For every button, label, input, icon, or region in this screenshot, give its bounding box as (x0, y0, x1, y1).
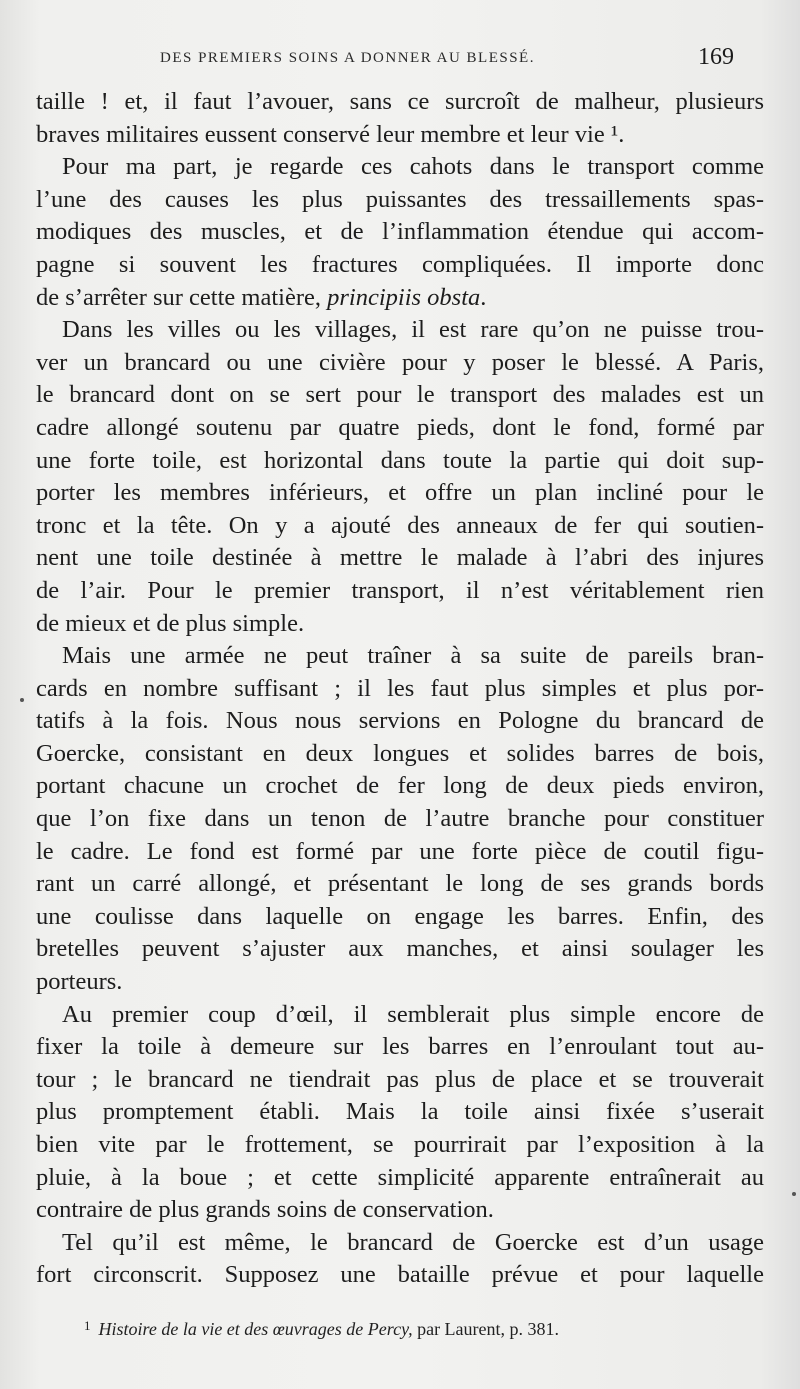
text-line: Mais une armée ne peut traîner à sa suite de pareils bran- (62, 642, 764, 670)
text-line: une coulisse dans laquelle on engage les barres. Enfin, des (36, 902, 764, 930)
text-line: portant chacune un crochet de fer long de deux pieds environ, (36, 772, 764, 800)
text-line: Dans les villes ou les villages, il est rare qu’on ne puisse trou- (62, 316, 764, 344)
footnote-reference: par Laurent, p. 381. (412, 1319, 560, 1339)
paragraph (36, 640, 764, 999)
latin-phrase: principiis obsta (327, 283, 481, 311)
footnote-title: Histoire de la vie et des œuvrages de Percy, (98, 1319, 413, 1339)
text-line: de l’air. Pour le premier transport, il n’est véritablement rien (36, 576, 764, 604)
body-text (36, 86, 764, 1292)
paragraph (36, 999, 764, 1227)
text-line: cadre allongé soutenu par quatre pieds, dont le fond, formé par (36, 413, 764, 441)
text-line: bien vite par le frottement, se pourrirait par l’exposition à la (36, 1131, 764, 1158)
text-line: ver un brancard ou une civière pour y poser le blessé. A Paris, (36, 348, 764, 376)
page-speck (792, 1192, 796, 1196)
paragraph (36, 151, 764, 314)
text-line: le cadre. Le fond est formé par une forte pièce de coutil figu- (36, 837, 764, 865)
text-line: braves militaires eussent conservé leur membre et leur vie ¹. (36, 120, 625, 148)
text-line: Goercke, consistant en deux longues et solides barres de bois, (36, 739, 764, 767)
text-line: l’une des causes les plus puissantes des tressaillements spas- (36, 185, 764, 213)
text-line: pluie, à la boue ; et cette simplicité apparente entraînerait au (36, 1163, 764, 1191)
text-line: de s’arrêter sur cette matière, principiis obsta. (36, 283, 487, 311)
text-line: contraire de plus grands soins de conservation. (36, 1196, 494, 1224)
text-line: pagne si souvent les fractures compliquées. Il importe donc (36, 250, 764, 278)
text-line: de mieux et de plus simple. (36, 609, 305, 637)
text-line: modiques des muscles, et de l’inflammation étendue qui accom- (36, 218, 764, 246)
text-line: porter les membres inférieurs, et offre un plan incliné pour le (36, 479, 764, 507)
text-line: tronc et la tête. On y a ajouté des anneaux de fer qui soutien- (36, 511, 764, 539)
text-line: cards en nombre suffisant ; il les faut plus simples et plus por- (36, 674, 764, 702)
paragraph (36, 86, 764, 151)
text-line: que l’on fixe dans un tenon de l’autre branche pour constituer (36, 805, 764, 833)
text-line: bretelles peuvent s’ajuster aux manches, et ainsi soulager les (36, 935, 764, 963)
page-number: 169 (698, 44, 734, 70)
text-line: rant un carré allongé, et présentant le long de ses grands bords (36, 870, 764, 898)
text-line: une forte toile, est horizontal dans toute la partie qui doit sup- (36, 446, 764, 474)
paragraph (36, 314, 764, 640)
text-line: Au premier coup d’œil, il semblerait plus simple encore de (62, 1000, 764, 1028)
text-line: tour ; le brancard ne tiendrait pas plus de place et se trouverait (36, 1065, 764, 1093)
paragraph (36, 1227, 764, 1292)
text-line: nent une toile destinée à mettre le malade à l’abri des injures (36, 544, 764, 572)
text-line: tatifs à la fois. Nous nous servions en Pologne du brancard de (36, 707, 764, 735)
text-line: Tel qu’il est même, le brancard de Goercke est d’un usage (62, 1228, 764, 1256)
text-line: fort circonscrit. Supposez une bataille prévue et pour laquelle (36, 1261, 764, 1289)
text-line: Pour ma part, je regarde ces cahots dans le transport comme (62, 153, 764, 181)
page-header (0, 44, 800, 76)
text-line: fixer la toile à demeure sur les barres en l’enroulant tout au- (36, 1033, 764, 1061)
text-line: le brancard dont on se sert pour le transport des malades est un (36, 381, 764, 409)
text-line: porteurs. (36, 968, 123, 996)
text-line: plus promptement établi. Mais la toile ainsi fixée s’userait (36, 1098, 764, 1126)
footnote (84, 1318, 764, 1340)
footnote-mark: 1 (84, 1318, 91, 1333)
running-head: DES PREMIERS SOINS A DONNER AU BLESSÉ. (160, 50, 535, 66)
text-line: taille ! et, il faut l’avouer, sans ce surcroît de malheur, plusieurs (36, 88, 764, 115)
page-speck (20, 698, 24, 702)
